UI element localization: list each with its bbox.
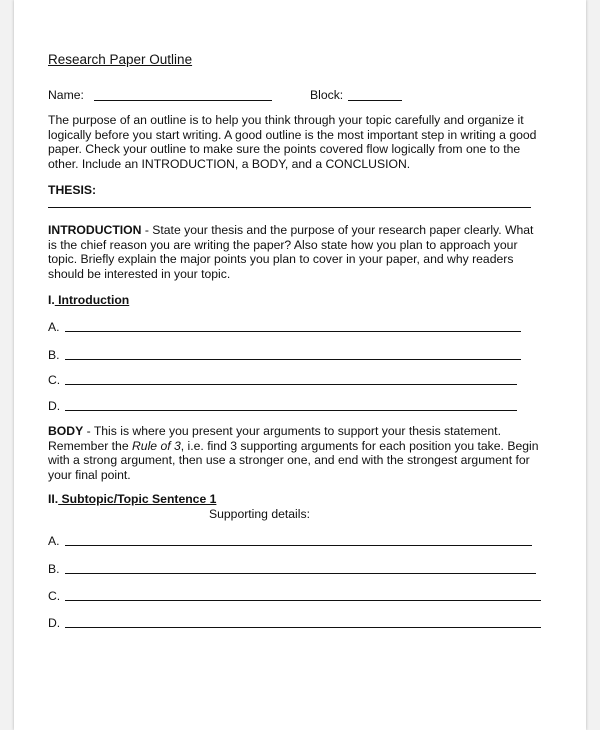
item-b-line[interactable] [65,573,536,574]
item-label: C. [48,373,61,387]
item-label: B. [48,562,60,576]
introduction-paragraph [48,223,544,281]
name-block-row [48,88,548,104]
item-b-line[interactable] [65,359,521,360]
body-text-before: - This is where you present your arguments to support your thesis statement. Remember the [48,424,501,453]
section-2-item-a [48,534,538,548]
item-label: C. [48,589,61,603]
name-field-line[interactable] [94,100,272,101]
item-label: B. [48,348,60,362]
section-2-numeral: II. [48,492,59,506]
section-2-title: Subtopic/Topic Sentence 1 [58,492,217,506]
body-paragraph [48,424,544,482]
section-2-heading [48,492,216,507]
body-term: BODY [48,424,84,438]
thesis-label: THESIS: [48,183,97,197]
name-label: Name: [48,88,84,102]
section-1-title: Introduction [54,293,130,307]
item-d-line[interactable] [65,410,517,411]
intro-paragraph: The purpose of an outline is to help you think through your topic carefully and organize it logically before you start writing. A good outline is the most important step in writing a good paper. Check your outline to make sure the points covered flow logically from one to the other. Include an INTRODUCTION, a BODY, and a CONCLUSION. [48,113,537,171]
block-label: Block: [310,88,344,102]
item-c-line[interactable] [65,600,541,601]
item-label: D. [48,616,61,630]
document-page [14,0,586,730]
section-1-item-d [48,399,528,413]
section-2-item-d [48,616,543,630]
thesis-field-line[interactable] [48,207,531,208]
supporting-details-label: Supporting details: [209,507,310,521]
item-d-line[interactable] [65,627,541,628]
section-2-item-b [48,562,538,576]
section-2-item-c [48,589,543,603]
section-1-item-c [48,373,528,387]
item-label: D. [48,399,61,413]
section-1-heading [48,293,129,308]
introduction-text: - State your thesis and the purpose of your research paper clearly. What is the chief reason you are writing the paper? Also state how you plan to approach your topic. Briefly explain the major points you plan to cover in your paper, and why readers should be interested in your topic. [48,223,534,281]
item-c-line[interactable] [65,384,517,385]
introduction-term: INTRODUCTION [48,223,142,237]
section-1-numeral: I. [48,293,55,307]
item-a-line[interactable] [65,331,521,332]
item-label: A. [48,320,60,334]
section-1-item-b [48,348,528,362]
body-text-after: , i.e. find 3 supporting arguments for each position you take. Begin with a strong argument, then use a stronger one, and end with the strongest argument for your final point. [48,438,539,482]
item-a-line[interactable] [65,545,532,546]
item-label: A. [48,534,60,548]
page-title: Research Paper Outline [48,52,193,67]
section-1-item-a [48,320,528,334]
body-emphasis: Rule of 3 [132,438,181,453]
block-field-line[interactable] [348,100,402,101]
